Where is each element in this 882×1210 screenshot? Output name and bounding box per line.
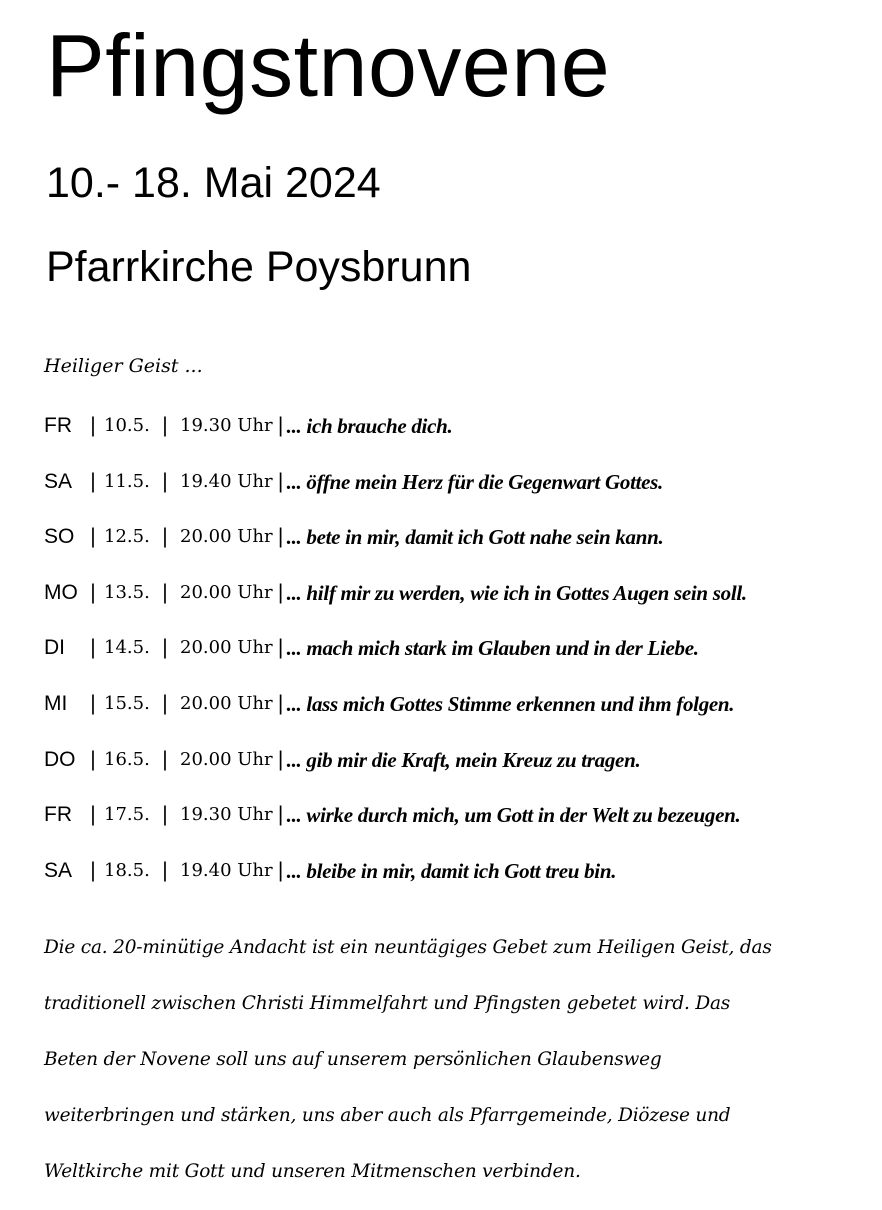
schedule-time: 19.30 Uhr <box>180 804 273 826</box>
separator: | <box>90 803 96 827</box>
schedule-text: ... mach mich stark im Glauben und in der Liebe. <box>286 636 699 661</box>
schedule-day: SO <box>44 525 75 549</box>
schedule-text: ... gib mir die Kraft, mein Kreuz zu tragen. <box>286 747 641 772</box>
schedule-row <box>44 856 874 912</box>
schedule-row <box>44 411 874 467</box>
paragraph-line: weiterbringen und stärken, uns aber auch als Pfarrgemeinde, Diözese und <box>44 1105 731 1126</box>
schedule-text: ... bleibe in mir, damit ich Gott treu bin. <box>286 858 617 883</box>
separator: | <box>277 414 284 437</box>
paragraph-line: Die ca. 20-minütige Andacht ist ein neuntägiges Gebet zum Heiligen Geist, das <box>44 937 772 958</box>
separator: | <box>162 691 168 715</box>
schedule-row <box>44 633 874 689</box>
schedule-row <box>44 467 874 523</box>
separator: | <box>162 525 168 549</box>
separator: | <box>162 580 168 604</box>
separator: | <box>90 747 96 771</box>
separator: | <box>277 525 284 549</box>
schedule-day: MI <box>44 691 68 715</box>
separator: | <box>277 858 284 882</box>
description-paragraph <box>44 930 864 1210</box>
separator: | <box>90 691 96 715</box>
schedule-time: 20.00 Uhr <box>180 748 273 770</box>
schedule-date: 18.5. <box>104 859 150 881</box>
schedule-text: ... öffne mein Herz für die Gegenwart Gottes. <box>286 469 663 494</box>
schedule-date: 13.5. <box>104 581 150 603</box>
schedule-date: 14.5. <box>104 637 150 659</box>
schedule-date: 17.5. <box>104 804 150 826</box>
separator: | <box>162 747 168 771</box>
separator: | <box>277 691 284 715</box>
schedule-date: 10.5. <box>104 415 150 436</box>
paragraph-line: Beten der Novene soll uns auf unserem persönlichen Glaubensweg <box>44 1049 662 1070</box>
separator: | <box>277 747 284 771</box>
schedule-time: 20.00 Uhr <box>180 637 273 659</box>
schedule-time: 19.40 Uhr <box>180 859 273 881</box>
schedule-time: 20.00 Uhr <box>180 526 273 548</box>
schedule-date: 16.5. <box>104 748 150 770</box>
separator: | <box>162 414 168 437</box>
separator: | <box>277 469 284 493</box>
schedule-date: 11.5. <box>104 470 150 492</box>
schedule-row <box>44 578 874 634</box>
schedule-list <box>44 411 874 911</box>
page-title: Pfingstnovene <box>46 16 611 115</box>
separator: | <box>277 580 284 604</box>
separator: | <box>90 858 96 882</box>
separator: | <box>90 469 96 493</box>
separator: | <box>277 636 284 660</box>
schedule-day: DO <box>44 747 76 771</box>
separator: | <box>90 580 96 604</box>
schedule-row <box>44 800 874 856</box>
event-location: Pfarrkirche Poysbrunn <box>46 243 472 291</box>
schedule-text: ... lass mich Gottes Stimme erkennen und ihm folgen. <box>286 691 735 716</box>
schedule-day: FR <box>44 414 72 437</box>
schedule-time: 19.40 Uhr <box>180 470 273 492</box>
schedule-row <box>44 745 874 801</box>
schedule-intro: Heiliger Geist ... <box>44 355 203 377</box>
schedule-time: 20.00 Uhr <box>180 692 273 714</box>
separator: | <box>277 803 284 827</box>
schedule-date: 12.5. <box>104 526 150 548</box>
schedule-day: SA <box>44 469 73 493</box>
separator: | <box>162 803 168 827</box>
separator: | <box>90 636 96 660</box>
separator: | <box>162 858 168 882</box>
schedule-text: ... ich brauche dich. <box>286 414 453 438</box>
separator: | <box>90 414 96 437</box>
schedule-day: FR <box>44 803 72 827</box>
schedule-text: ... wirke durch mich, um Gott in der Welt zu bezeugen. <box>286 803 741 828</box>
schedule-day: MO <box>44 580 78 604</box>
schedule-date: 15.5. <box>104 692 150 714</box>
schedule-text: ... bete in mir, damit ich Gott nahe sein kann. <box>286 525 664 550</box>
schedule-text: ... hilf mir zu werden, wie ich in Gottes Augen sein soll. <box>286 580 747 605</box>
schedule-time: 19.30 Uhr <box>180 415 273 436</box>
schedule-day: SA <box>44 858 73 882</box>
separator: | <box>162 469 168 493</box>
schedule-row <box>44 522 874 578</box>
paragraph-line: Weltkirche mit Gott und unseren Mitmenschen verbinden. <box>44 1161 581 1182</box>
separator: | <box>90 525 96 549</box>
schedule-day: DI <box>44 636 65 660</box>
schedule-time: 20.00 Uhr <box>180 581 273 603</box>
schedule-row <box>44 689 874 745</box>
event-date-range: 10.- 18. Mai 2024 <box>46 159 381 207</box>
separator: | <box>162 636 168 660</box>
paragraph-line: traditionell zwischen Christi Himmelfahrt und Pfingsten gebetet wird. Das <box>44 993 731 1014</box>
